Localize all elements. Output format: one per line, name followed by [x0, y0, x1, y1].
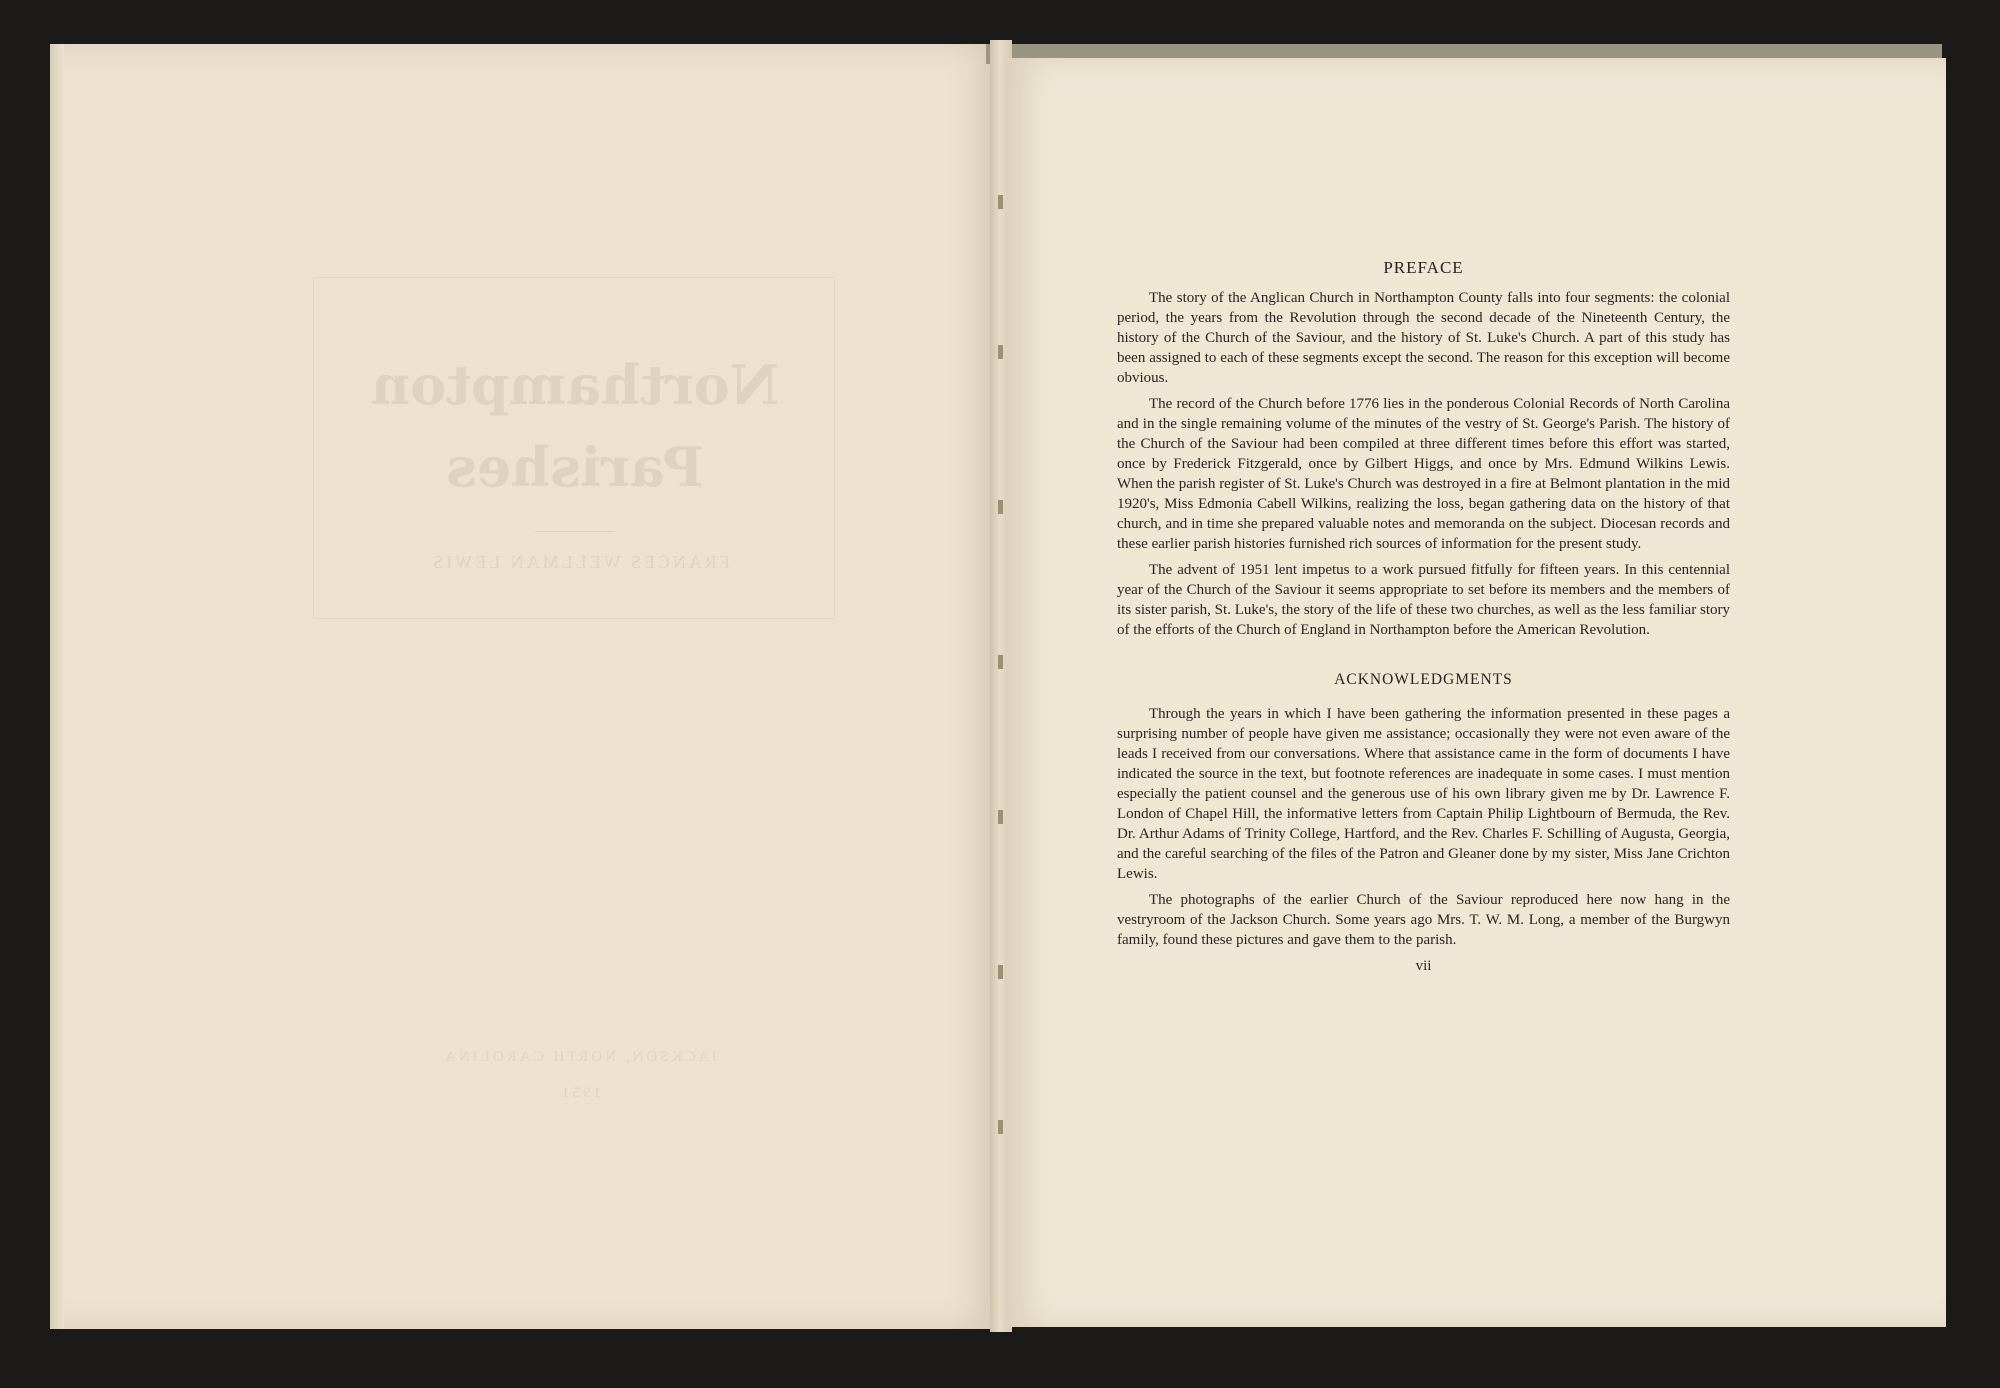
acknowledgments-paragraph: The photographs of the earlier Church of the Saviour reproduced here now hang in the vestryroom of the Jackson Church. Some years ago Mrs. T. W. M. Long, a member of the Burgwyn family, found these pictures and gave them to the parish. [1117, 892, 1730, 948]
bleed-through-imprint [430, 1039, 730, 1111]
binding-stitch [998, 965, 1003, 979]
binding-stitch [998, 655, 1003, 669]
acknowledgments-heading: ACKNOWLEDGMENTS [1334, 671, 1513, 688]
page-text [1117, 258, 1730, 976]
bleed-through-title-line: Parishes [446, 435, 704, 499]
bleed-through-author: FRANCES WELLMAN LEWIS [430, 552, 730, 572]
binding-stitch [998, 1120, 1003, 1134]
bleed-through-imprint-line: JACKSON, NORTH CAROLINA [441, 1049, 719, 1065]
binding-stitch [998, 500, 1003, 514]
left-page [50, 44, 996, 1329]
page-number: vii [1415, 958, 1432, 974]
right-page [1005, 58, 1946, 1327]
preface-paragraph: The story of the Anglican Church in Northampton County falls into four segments: the colonial period, the years from the Revolution through the second decade of the Nineteenth Century, the history of the Church of the Saviour, and the history of St. Luke's Church. A part of this study has been assigned to each of these segments except the second. The reason for this exception will become obvious. [1117, 290, 1730, 386]
binding-stitch [998, 195, 1003, 209]
preface-paragraph: The advent of 1951 lent impetus to a work pursued fitfully for fifteen years. In this centennial year of the Church of the Saviour it seems appropriate to set before its members and the members of its sister parish, St. Luke's, the story of the life of these two churches, as well as the less familiar story of the efforts of the Church of England in Northampton before the American Revolution. [1117, 562, 1730, 638]
bleed-through-rule [535, 531, 615, 532]
bleed-through-title-line: Northampton [370, 353, 780, 417]
acknowledgments-paragraph: Through the years in which I have been gathering the information presented in these pages a surprising number of people have given me assistance; occasionally they were not even aware of the leads I received from our conversations. Where that assistance came in the form of documents I have indicated the source in the text, but footnote references are inadequate in some cases. I must mention especially the patient counsel and the generous use of his own library given me by Dr. Lawrence F. London of Chapel Hill, the informative letters from Captain Philip Lightbourn of Bermuda, the Rev. Dr. Arthur Adams of Trinity College, Hartford, and the Rev. Charles F. Schilling of Augusta, Georgia, and the careful searching of the files of the Patron and Gleaner done by my sister, Miss Jane Crichton Lewis. [1117, 706, 1730, 882]
binding-stitch [998, 345, 1003, 359]
preface-paragraph: The record of the Church before 1776 lies in the ponderous Colonial Records of North Carolina and in the single remaining volume of the minutes of the vestry of St. George's Parish. The history of the Church of the Saviour had been compiled at three different times before this effort was started, once by Frederick Fitzgerald, once by Gilbert Higgs, and once by Mrs. Edmund Wilkins Lewis. When the parish register of St. Luke's Church was destroyed in a fire at Belmont plantation in the mid 1920's, Miss Edmonia Cabell Wilkins, realizing the loss, began gathering data on the history of that church, and in time she prepared valuable notes and memoranda on the subject. Diocesan records and these earlier parish histories furnished rich sources of information for the present study. [1117, 396, 1730, 552]
bleed-through-title [340, 344, 810, 508]
preface-heading: PREFACE [1383, 258, 1464, 277]
bleed-through-imprint-line: 1951 [559, 1085, 601, 1101]
binding-stitch [998, 810, 1003, 824]
